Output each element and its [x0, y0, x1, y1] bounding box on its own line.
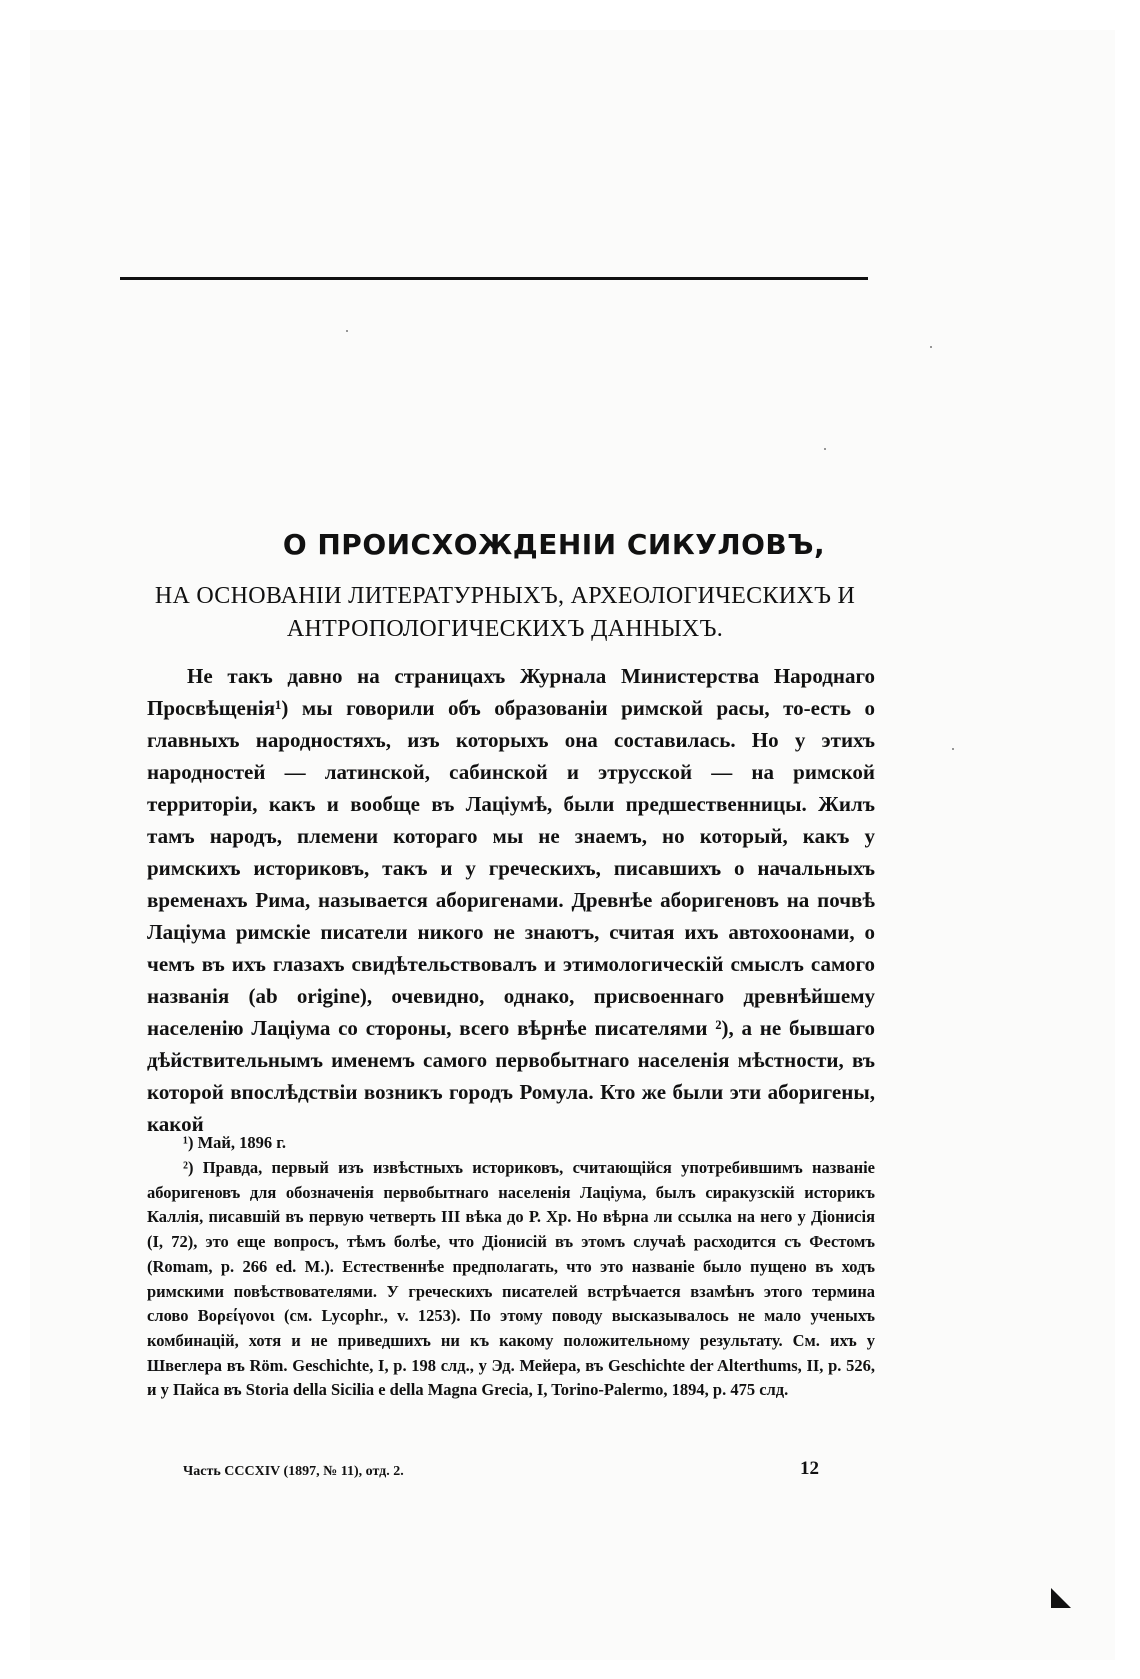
body-paragraph [147, 660, 875, 1140]
signature-line: Часть СССXIV (1897, № 11), отд. 2. [183, 1464, 404, 1479]
speck [952, 748, 954, 750]
article-subtitle [132, 580, 878, 646]
speck [824, 448, 826, 450]
speck [930, 346, 932, 348]
footnote-1 [147, 1131, 875, 1156]
footnote-2-text: ²) Правда, первый изъ извѣстныхъ историковъ, считающійся употребившимъ названіе аборигеновъ для обозначенія первобытнаго населенія Лаціума, былъ сиракузскій историкъ Каллія, писавшій въ первую четверть III вѣка до Р. Хр. Но вѣрна ли ссылка на него у Діонисія (I, 72), это еще вопросъ, тѣмъ болѣе, что Діонисій въ этомъ случаѣ расходится съ Фестомъ (Romam, p. 266 ed. M.). Естественнѣе предполагать, что это названіе было пущено въ ходъ римскими повѣствователями. У греческихъ писателей встрѣчается взамѣнъ этого термина слово Βορείγονοι (см. Lycophr., v. 1253). По этому поводу высказывалось не мало ученыхъ комбинацій, хотя и не приведшихъ ни къ какому положительному результату. См. ихъ у Швеглера въ Röm. Geschichte, I, p. 198 слд., у Эд. Мейера, въ Geschichte der Alterthums, II, p. 526, и у Пайса въ Storia della Sicilia e della Magna Grecia, I, Torino-Palermo, 1894, p. 475 слд. [147, 1158, 875, 1400]
speck [346, 330, 348, 332]
subtitle-line-2: АНТРОПОЛОГИЧЕСКИХЪ ДАННЫХЪ. [286, 616, 724, 642]
article-title: О ПРОИСХОЖДЕНІИ СИКУЛОВЪ, [282, 528, 826, 561]
body-paragraph-text: Не такъ давно на страницахъ Журнала Министерства Народнаго Просвѣщенія¹) мы говорили объ образованіи римской расы, то-есть о главныхъ народностяхъ, изъ которыхъ она составилась. Но у этихъ народностей — латинской, сабинской и этрусской — на римской территоріи, какъ и вообще въ Лаціумѣ, были предшественницы. Жилъ тамъ народъ, племени котораго мы не знаемъ, но который, какъ у римскихъ историковъ, такъ и у греческихъ, писавшихъ о начальныхъ временахъ Рима, называется аборигенами. Древнѣе аборигеновъ на почвѣ Лаціума римскіе писатели никого не знаютъ, считая ихъ автохоонами, о чемъ въ ихъ глазахъ свидѣтельствовалъ и этимологическій смыслъ самого названія (ab origine), очевидно, однако, присвоеннаго древнѣйшему населенію Лаціума со стороны, всего вѣрнѣе писателями ²), а не бывшаго дѣйствительнымъ именемъ самого первобытнаго населенія мѣстности, въ которой впослѣдствіи возникъ городъ Ромула. Кто же были эти аборигены, какой [147, 664, 875, 1136]
page-number: 12 [800, 1458, 819, 1479]
header-rule [120, 277, 868, 280]
footnote-2 [147, 1156, 875, 1403]
subtitle-line-1: НА ОСНОВАНІИ ЛИТЕРАТУРНЫХЪ, АРХЕОЛОГИЧЕСКИХЪ И [154, 583, 856, 609]
footnote-1-text: ¹) Май, 1896 г. [183, 1133, 287, 1152]
corner-triangle-icon [1051, 1588, 1071, 1608]
